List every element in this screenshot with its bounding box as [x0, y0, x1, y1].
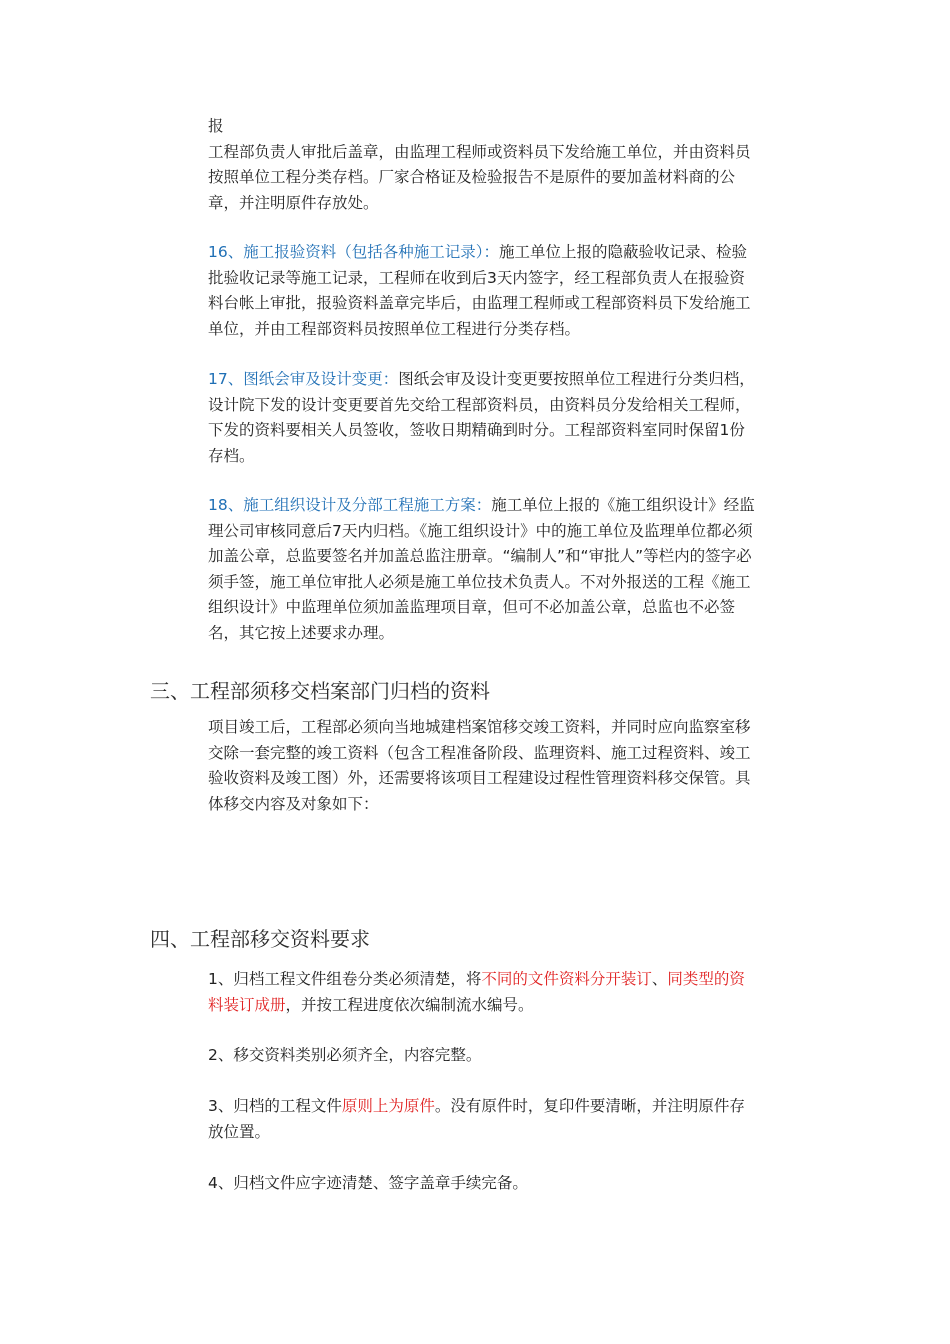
section-3-paragraph [208, 715, 756, 817]
item-17-paragraph [208, 367, 756, 469]
requirement-2 [208, 1043, 756, 1069]
req-3-text-b: 。没有原件时，复印件要清晰，并注明原件存放位置。 [208, 1097, 745, 1141]
continuation-paragraph: 工程部负责人审批后盖章，由监理工程师或资料员下发给施工单位，并由资料员按照单位工程分类存档。厂家合格证及检验报告不是原件的要加盖材料商的公章，并注明原件存放处。 [208, 142, 751, 212]
item-16-paragraph [208, 240, 756, 342]
item-18-title: 18、施工组织设计及分部工程施工方案： [208, 496, 492, 514]
section-3-heading: 三、工程部须移交档案部门归档的资料 [150, 679, 490, 703]
item-16-body: 施工单位上报的隐蔽验收记录、检验批验收记录等施工记录，工程师在收到后3天内签字，经工程部负责人在报验资料台帐上审批，报验资料盖章完毕后，由监理工程师或工程部资料员下发给施工单位，并由工程部资料员按照单位工程进行分类存档。 [208, 243, 751, 338]
req-1-separator: 、 [651, 970, 668, 988]
section-4-heading: 四、工程部移交资料要求 [150, 927, 370, 951]
req-3-highlight: 原则上为原件 [341, 1097, 435, 1115]
req-4-text: 4、归档文件应字迹清楚、签字盖章手续完备。 [208, 1174, 528, 1192]
item-18-paragraph [208, 493, 756, 646]
req-1-highlight-a: 不同的文件资料分开装订 [481, 970, 652, 988]
req-2-text: 2、移交资料类别必须齐全，内容完整。 [208, 1046, 482, 1064]
requirement-4 [208, 1171, 756, 1197]
continuation-block [208, 114, 756, 216]
req-3-text-a: 3、归档的工程文件 [208, 1097, 342, 1115]
req-1-highlight-b: 同类型的资料装订成册 [208, 970, 745, 1014]
req-1-text-a: 1、归档工程文件组卷分类必须清楚，将 [208, 970, 482, 988]
item-18-body: 施工单位上报的《施工组织设计》经监理公司审核同意后7天内归档。《施工组织设计》中的施工单位及监理单位都必须加盖公章，总监要签名并加盖总监注册章。“编制人”和“审批人”等栏内的签字必须手签，施工单位审批人必须是施工单位技术负责人。不对外报送的工程《施工组织设计》中监理单位须加盖监理项目章，但可不必加盖公章，总监也不必签名，其它按上述要求办理。 [208, 496, 755, 642]
requirement-1 [208, 967, 756, 1018]
item-17-title: 17、图纸会审及设计变更： [208, 370, 399, 388]
item-16-title: 16、施工报验资料（包括各种施工记录）： [208, 243, 499, 261]
requirement-3 [208, 1094, 756, 1145]
item-17-body: 图纸会审及设计变更要按照单位工程进行分类归档，设计院下发的设计变更要首先交给工程部资料员，由资料员分发给相关工程师，下发的资料要相关人员签收，签收日期精确到时分。工程部资料室同时保留1份存档。 [208, 370, 755, 465]
section-3-body: 项目竣工后，工程部必须向当地城建档案馆移交竣工资料，并同时应向监察室移交除一套完整的竣工资料（包含工程准备阶段、监理资料、施工过程资料、竣工验收资料及竣工图）外，还需要将该项目工程建设过程性管理资料移交保管。具体移交内容及对象如下： [208, 718, 751, 813]
req-1-text-b: ，并按工程进度依次编制流水编号。 [285, 995, 534, 1014]
continuation-fragment: 报 [208, 117, 224, 135]
